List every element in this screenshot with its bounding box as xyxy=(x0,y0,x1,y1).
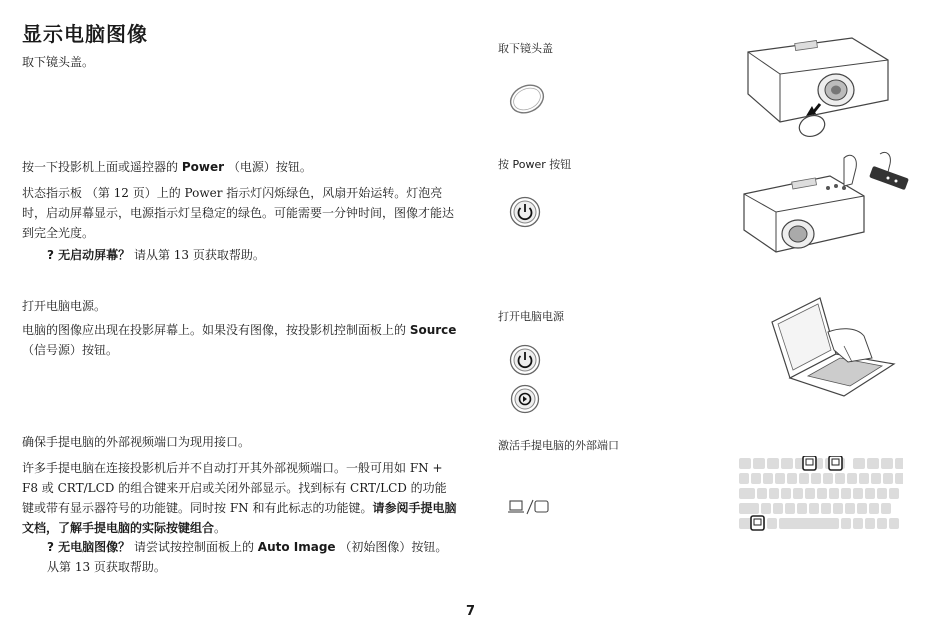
step3-pre: 电脑的图像应出现在投影屏幕上。如果没有图像，按投影机控制面板上的 xyxy=(22,323,410,337)
keyboard-key xyxy=(809,503,819,514)
keyboard-key xyxy=(865,518,875,529)
keyboard-key xyxy=(757,488,767,499)
keyboard-key xyxy=(865,488,875,499)
keyboard-illustration xyxy=(737,456,903,532)
keyboard-key xyxy=(869,503,879,514)
step4-post: 。 xyxy=(214,521,227,535)
highlighted-key xyxy=(751,516,764,530)
power-button-icon xyxy=(509,196,541,228)
keyboard-key xyxy=(767,518,777,529)
keyboard-key xyxy=(877,488,887,499)
step2-post: （电源）按钮。 xyxy=(224,160,312,174)
step4-description xyxy=(22,458,458,538)
laptop-illustration xyxy=(768,292,900,404)
keyboard-key xyxy=(767,458,779,469)
step2-instruction xyxy=(22,157,458,177)
keyboard-key xyxy=(889,518,899,529)
step3-description xyxy=(22,320,458,360)
highlighted-key xyxy=(829,456,842,470)
step4-pre: 许多手提电脑在连接投影机后并不自动打开其外部视频端口。一般可用如 FN + F8 或 CRT/LCD 的组合键来开启或关闭外部显示。找到标有 CRT/LCD 的功能键或带有显示器符号的功能键。同时按 FN 和有此标志的功能键。 xyxy=(22,461,447,515)
keyboard-key xyxy=(785,503,795,514)
note-heading: ? 无启动屏幕？ xyxy=(47,248,131,262)
keyboard-key xyxy=(829,488,839,499)
step4-bold: 请参阅手提电脑文档，了解手提电脑的实际按键组合 xyxy=(22,501,457,535)
note2-pre: 请尝试按控制面板上的 xyxy=(130,540,258,554)
step-label-lens-cap: 取下镜头盖 xyxy=(498,42,553,55)
power-word: Power xyxy=(181,160,225,174)
keyboard-key xyxy=(781,458,793,469)
step2-description: 状态指示板 （第 12 页）上的 Power 指示灯闪烁绿色，风扇开始运转。灯泡亮时，启动屏幕显示，电源指示灯呈稳定的绿色。可能需要一分钟时间，图像才能达到完全光度。 xyxy=(22,186,455,240)
step-label-computer-power: 打开电脑电源 xyxy=(498,310,564,323)
keyboard-key xyxy=(739,473,749,484)
step4-troubleshoot-note xyxy=(47,537,457,577)
projector-lens-cap-illustration xyxy=(740,30,890,140)
keyboard-key xyxy=(841,488,851,499)
keyboard-key xyxy=(881,503,891,514)
keyboard-key xyxy=(881,458,893,469)
keyboard-key xyxy=(853,488,863,499)
step3-instruction: 打开电脑电源。 xyxy=(22,299,107,313)
highlighted-key xyxy=(803,456,816,470)
keyboard-key xyxy=(739,503,759,514)
note-text: 请从第 13 页获取帮助。 xyxy=(130,248,265,262)
keyboard-key xyxy=(841,518,851,529)
keyboard-key xyxy=(853,518,863,529)
keyboard-key xyxy=(817,488,827,499)
step4-instruction: 确保手提电脑的外部视频端口为现用接口。 xyxy=(22,435,251,449)
keyboard-key xyxy=(845,503,855,514)
keyboard-key xyxy=(773,503,783,514)
keyboard-key xyxy=(797,503,807,514)
step3-post: （信号源）按钮。 xyxy=(22,343,119,357)
keyboard-key xyxy=(753,458,765,469)
keyboard-key xyxy=(835,473,845,484)
keyboard-key xyxy=(853,458,865,469)
projector-power-illustration xyxy=(740,150,915,260)
note2-post: （初始图像）按钮。从第 13 页获取帮助。 xyxy=(47,540,448,574)
page-title: 显示电脑图像 xyxy=(22,22,148,46)
keyboard-key xyxy=(763,473,773,484)
keyboard-key xyxy=(895,458,903,469)
keyboard-key xyxy=(769,488,779,499)
keyboard-key xyxy=(805,488,815,499)
lens-cap-icon xyxy=(507,82,547,116)
step2-troubleshoot-note xyxy=(47,245,265,265)
keyboard-key xyxy=(847,473,857,484)
keyboard-key xyxy=(833,503,843,514)
step-label-power: 按 Power 按钮 xyxy=(498,158,572,171)
source-word: Source xyxy=(409,323,457,337)
keyboard-key xyxy=(871,473,881,484)
keyboard-key xyxy=(859,473,869,484)
note2-heading: ? 无电脑图像？ xyxy=(47,540,131,554)
page-number: 7 xyxy=(466,604,476,619)
keyboard-key xyxy=(787,473,797,484)
keyboard-key xyxy=(857,503,867,514)
keyboard-key xyxy=(811,473,821,484)
step-label-external-port: 激活手提电脑的外部端口 xyxy=(498,439,619,452)
keyboard-key xyxy=(823,473,833,484)
computer-power-icon xyxy=(509,344,541,376)
keyboard-key xyxy=(895,473,903,484)
keyboard-key xyxy=(883,473,893,484)
keyboard-key xyxy=(779,518,839,529)
step1-instruction: 取下镜头盖。 xyxy=(22,55,95,69)
keyboard-key xyxy=(739,488,755,499)
keyboard-key xyxy=(877,518,887,529)
auto-image-word: Auto Image xyxy=(257,540,336,554)
keyboard-key xyxy=(739,458,751,469)
keyboard-key xyxy=(793,488,803,499)
keyboard-key xyxy=(799,473,809,484)
display-key-icon xyxy=(508,498,550,518)
keyboard-key xyxy=(775,473,785,484)
keyboard-key xyxy=(817,458,823,469)
keyboard-key xyxy=(821,503,831,514)
keyboard-key xyxy=(889,488,899,499)
keyboard-key xyxy=(761,503,771,514)
step2-pre: 按一下投影机上面或遥控器的 xyxy=(22,160,182,174)
source-button-icon xyxy=(510,384,540,414)
keyboard-key xyxy=(867,458,879,469)
keyboard-key xyxy=(751,473,761,484)
keyboard-key xyxy=(781,488,791,499)
